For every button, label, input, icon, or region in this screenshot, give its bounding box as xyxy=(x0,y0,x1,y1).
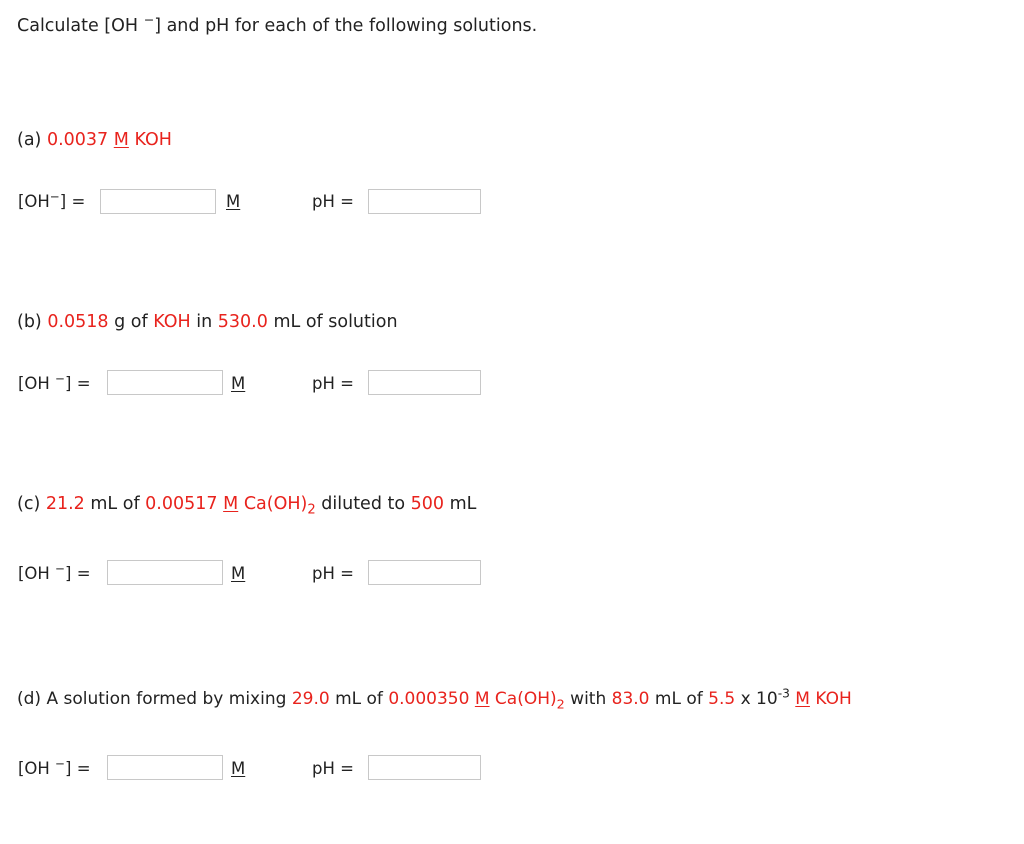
part-c-ph-input[interactable] xyxy=(368,560,481,585)
part-a-question xyxy=(17,129,172,151)
part-c-letter: (c) xyxy=(17,494,46,514)
part-c-volume: 21.2 xyxy=(45,494,85,514)
part-d-text-3: mL of xyxy=(649,689,709,709)
part-b-text-3: mL of solution xyxy=(267,312,398,332)
part-d-volume-2: 83.0 xyxy=(611,689,650,709)
oh-minus-sup: − xyxy=(49,189,60,204)
part-d-letter: (d) A solution formed by mixing xyxy=(17,689,292,709)
part-d-ph-input[interactable] xyxy=(368,755,481,780)
part-d-text-2: with xyxy=(564,689,612,709)
part-c-concentration: 0.00517 xyxy=(145,494,218,514)
part-a-oh-label xyxy=(18,189,86,212)
part-c-species-subscript: 2 xyxy=(307,502,316,518)
part-c-text-3: mL xyxy=(444,494,477,514)
part-c-oh-input[interactable] xyxy=(107,560,223,585)
part-d-species-2: KOH xyxy=(815,689,852,709)
part-a-oh-input[interactable] xyxy=(100,189,216,214)
oh-label-text: [OH xyxy=(18,374,56,393)
instruction-text xyxy=(17,12,538,37)
oh-minus-sup: − xyxy=(55,756,66,771)
part-b-text-2: in xyxy=(190,312,218,332)
part-d-concentration-2-exponent: -3 xyxy=(777,686,790,701)
part-b-oh-input[interactable] xyxy=(107,370,223,395)
part-c-unit-label: M xyxy=(231,564,246,583)
part-c-final-volume: 500 xyxy=(410,494,445,514)
part-a-unit: M xyxy=(113,130,129,150)
part-a-ph-input[interactable] xyxy=(368,189,481,214)
instruction-minus-sup: − xyxy=(143,12,155,28)
part-a-unit-label: M xyxy=(226,192,241,211)
part-b-ph-label: pH = xyxy=(312,374,354,393)
part-d-unit-label: M xyxy=(231,759,246,778)
part-d-species-1-text: Ca(OH) xyxy=(494,689,557,709)
part-d-oh-label xyxy=(18,756,91,779)
part-c-ph-label: pH = xyxy=(312,564,354,583)
part-c-text-2: diluted to xyxy=(315,494,411,514)
instruction-part1: Calculate [OH xyxy=(17,16,144,36)
oh-label-close: ] = xyxy=(65,564,91,583)
oh-minus-sup: − xyxy=(55,561,66,576)
part-b-unit-label: M xyxy=(231,374,246,393)
part-a-species: KOH xyxy=(134,130,172,150)
instruction-part2: ] and pH for each of the following solutions. xyxy=(154,16,538,36)
part-d-text-1: mL of xyxy=(329,689,389,709)
part-d-concentration-1: 0.000350 xyxy=(388,689,470,709)
oh-label-close: ] = xyxy=(65,759,91,778)
part-a-letter: (a) xyxy=(17,130,47,150)
part-d-ph-label: pH = xyxy=(312,759,354,778)
part-d-oh-input[interactable] xyxy=(107,755,223,780)
part-c-text-1: mL of xyxy=(84,494,146,514)
part-c-species-text: Ca(OH) xyxy=(243,494,308,514)
part-b-oh-label xyxy=(18,371,91,394)
part-b-text-1: g of xyxy=(108,312,154,332)
part-b-mass: 0.0518 xyxy=(47,312,109,332)
part-d-question xyxy=(17,686,852,713)
oh-label-text: [OH xyxy=(18,192,50,211)
part-d-concentration-2-mantissa: 5.5 xyxy=(708,689,736,709)
part-b-species: KOH xyxy=(153,312,191,332)
part-c-oh-label xyxy=(18,561,91,584)
part-c-question xyxy=(17,493,477,518)
oh-label-close: ] = xyxy=(65,374,91,393)
part-b-question xyxy=(17,311,398,333)
part-c-unit: M xyxy=(223,494,239,514)
part-a-ph-label: pH = xyxy=(312,192,354,211)
part-d-species-1-subscript: 2 xyxy=(556,697,565,713)
oh-label-text: [OH xyxy=(18,564,56,583)
part-c-species xyxy=(243,494,316,518)
part-d-unit-1: M xyxy=(474,689,490,709)
part-d-species-1 xyxy=(494,689,565,713)
oh-label-close: ] = xyxy=(59,192,86,211)
oh-label-text: [OH xyxy=(18,759,56,778)
oh-minus-sup: − xyxy=(55,371,66,386)
part-b-volume: 530.0 xyxy=(217,312,268,332)
part-b-ph-input[interactable] xyxy=(368,370,481,395)
part-a-concentration: 0.0037 xyxy=(46,130,109,150)
part-d-volume-1: 29.0 xyxy=(291,689,330,709)
part-d-unit-2: M xyxy=(795,689,810,709)
part-d-times-ten: x 10 xyxy=(735,689,778,709)
part-b-letter: (b) xyxy=(17,312,48,332)
